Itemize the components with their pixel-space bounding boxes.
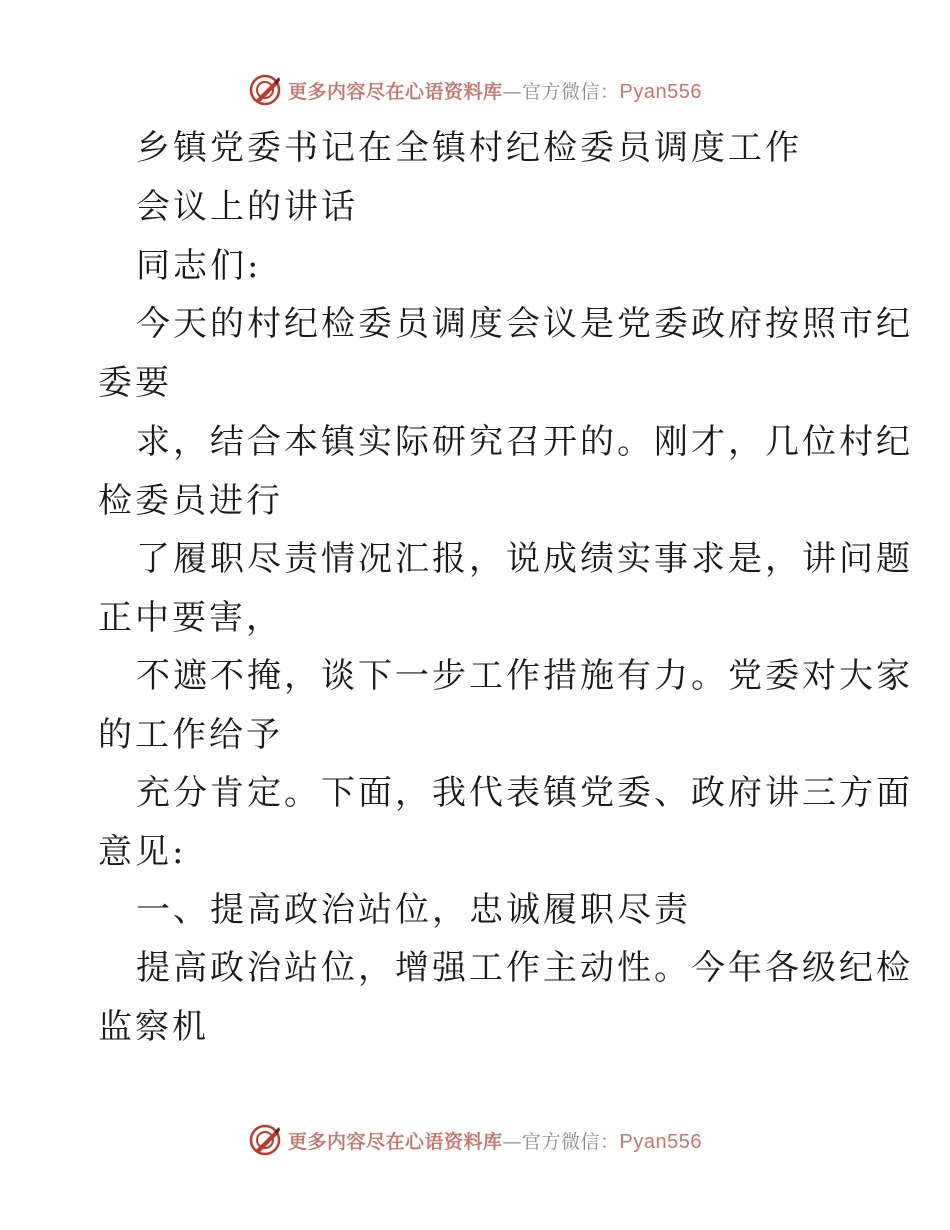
paragraph-line: 不遮不掩，谈下一步工作措施有力。党委对大家 (136, 656, 913, 696)
paragraph-line: 提高政治站位，增强工作主动性。今年各级纪检 (136, 948, 913, 988)
paragraph-line: 意见: (98, 832, 187, 872)
paragraph-line: 了履职尽责情况汇报，说成绩实事求是，讲问题 (136, 539, 913, 579)
banner-dash: — (502, 80, 523, 103)
banner-wechat-id: Pyan556 (619, 1130, 702, 1153)
pen-logo-icon (248, 1123, 282, 1157)
footer-banner (0, 1120, 950, 1160)
title-line-2: 会议上的讲话 (136, 187, 358, 227)
banner-official-label: 官方微信： (522, 1130, 620, 1153)
banner-official-label: 官方微信： (522, 80, 620, 103)
paragraph-line: 正中要害， (98, 598, 283, 638)
header-banner (0, 70, 950, 110)
paragraph-line: 监察机 (98, 1007, 209, 1047)
banner-wechat-id: Pyan556 (619, 80, 702, 103)
paragraph-line: 求，结合本镇实际研究召开的。刚才，几位村纪 (136, 422, 913, 462)
title-line-1: 乡镇党委书记在全镇村纪检委员调度工作 (136, 128, 802, 168)
banner-title: 更多内容尽在心语资料库 (288, 80, 503, 103)
greeting: 同志们: (136, 246, 262, 286)
paragraph-line: 今天的村纪检委员调度会议是党委政府按照市纪 (136, 304, 913, 344)
paragraph-line: 检委员进行 (98, 481, 283, 521)
section-heading: 一、提高政治站位，忠诚履职尽责 (136, 890, 691, 930)
banner-text (288, 1127, 702, 1154)
banner-title: 更多内容尽在心语资料库 (288, 1130, 503, 1153)
pen-logo-icon (248, 73, 282, 107)
banner-dash: — (502, 1130, 523, 1153)
paragraph-line: 的工作给予 (98, 715, 283, 755)
paragraph-line: 委要 (98, 363, 172, 403)
banner-text (288, 77, 702, 104)
paragraph-line: 充分肯定。下面，我代表镇党委、政府讲三方面 (136, 773, 913, 813)
